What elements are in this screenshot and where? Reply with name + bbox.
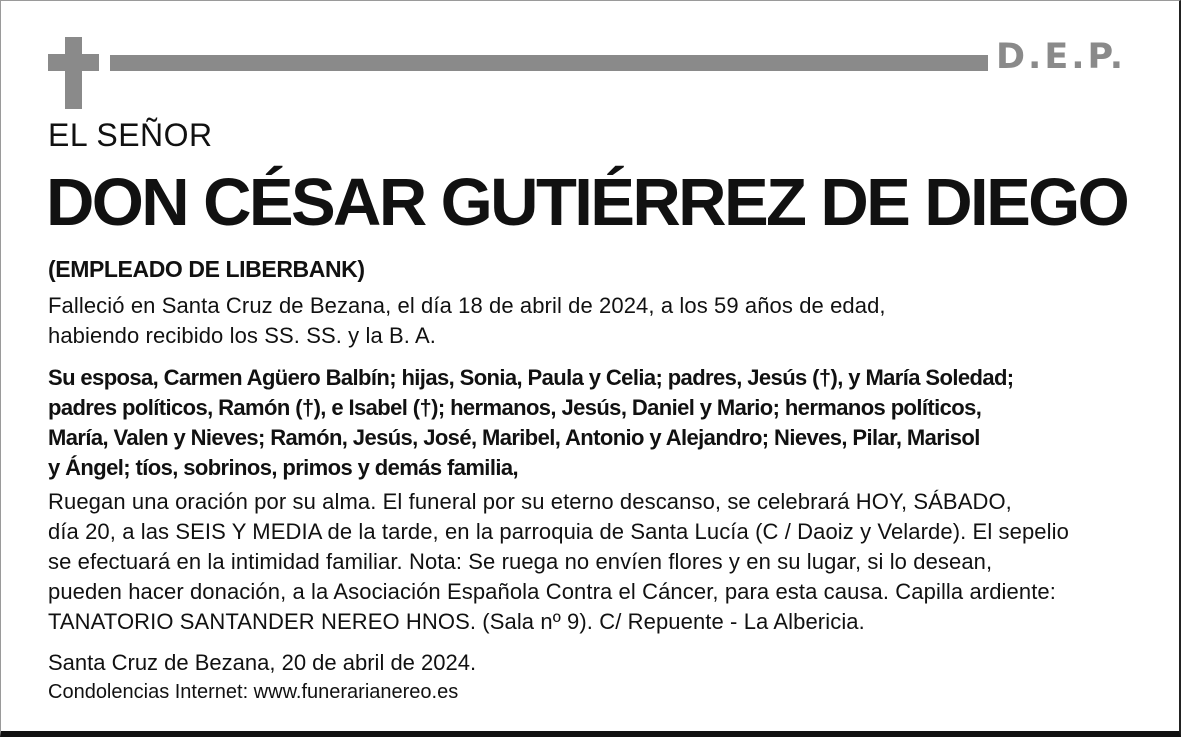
funeral-line: pueden hacer donación, a la Asociación Española Contra el Cáncer, para esta causa. Capilla ardiente: xyxy=(48,579,1056,604)
condolences-line: Condolencias Internet: www.funerarianereo.es xyxy=(48,681,459,703)
death-line: Falleció en Santa Cruz de Bezana, el día 18 de abril de 2024, a los 59 años de edad, xyxy=(48,293,886,318)
funeral-line: Ruegan una oración por su alma. El funeral por su eterno descanso, se celebrará HOY, SÁBADO, xyxy=(48,489,1012,514)
family-line: padres políticos, Ramón (†), e Isabel (†); hermanos, Jesús, Daniel y Mario; hermanos políticos, xyxy=(48,395,982,420)
place-and-date: Santa Cruz de Bezana, 20 de abril de 2024. xyxy=(48,650,477,675)
funeral-line: día 20, a las SEIS Y MEDIA de la tarde, en la parroquia de Santa Lucía (C / Daoiz y Velarde). El sepelio xyxy=(48,519,1069,544)
funeral-details xyxy=(48,487,1069,637)
family-line: y Ángel; tíos, sobrinos, primos y demás familia, xyxy=(48,455,518,480)
honorific: EL SEÑOR xyxy=(48,117,213,153)
dep-label: D.E.P. xyxy=(996,37,1127,77)
death-notice xyxy=(48,291,886,351)
funeral-line: TANATORIO SANTANDER NEREO HNOS. (Sala nº 9). C/ Repuente - La Albericia. xyxy=(48,609,865,634)
death-line: habiendo recibido los SS. SS. y la B. A. xyxy=(48,323,437,348)
family-list xyxy=(48,363,1014,483)
family-line: María, Valen y Nieves; Ramón, Jesús, José, Maribel, Antonio y Alejandro; Nieves, Pilar, Marisol xyxy=(48,425,980,450)
family-line: Su esposa, Carmen Agüero Balbín; hijas, Sonia, Paula y Celia; padres, Jesús (†), y María Soledad; xyxy=(48,365,1014,390)
cross-horizontal-bar xyxy=(48,54,99,71)
cross-vertical-bar xyxy=(65,37,82,109)
header-rule xyxy=(110,55,988,71)
deceased-name: DON CÉSAR GUTIÉRREZ DE DIEGO xyxy=(46,165,1128,240)
funeral-line: se efectuará en la intimidad familiar. Nota: Se ruega no envíen flores y en su lugar, si lo desean, xyxy=(48,549,993,574)
occupation: (EMPLEADO DE LIBERBANK) xyxy=(48,256,365,282)
